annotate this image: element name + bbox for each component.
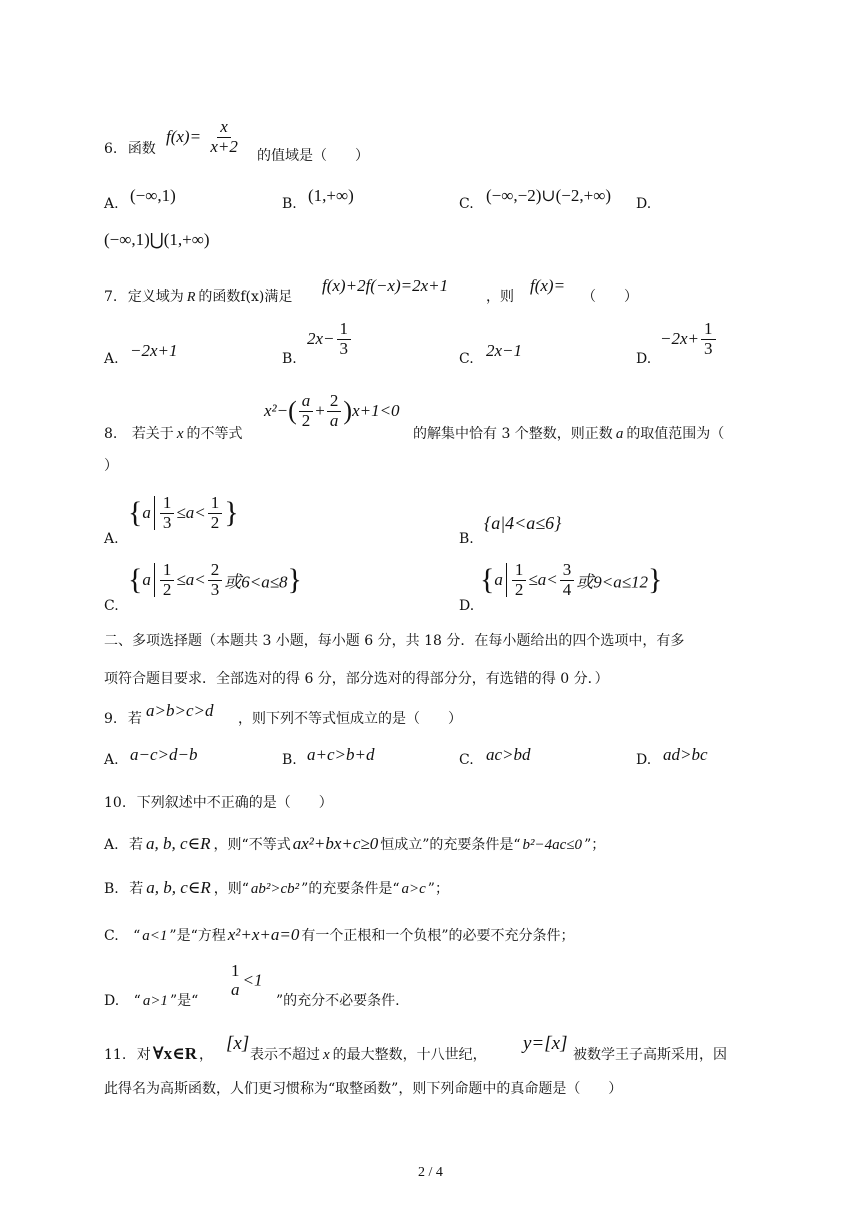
q10-option-a-pre: 若 — [129, 837, 144, 853]
q8-option-a-bar — [154, 496, 155, 530]
q6-option-d-letter: D. — [636, 196, 652, 212]
q6-stem-pre: 函数 — [127, 141, 156, 157]
q9-option-d-value: ad>bc — [663, 745, 708, 764]
q7-option-b-num: 1 — [337, 320, 352, 340]
q8-var-x: x — [176, 426, 184, 442]
q7-option-b-den: 3 — [339, 338, 349, 358]
q9-option-a-letter: A. — [104, 752, 119, 768]
q10-option-b-pre: 若 — [129, 881, 144, 897]
q6-formula-lhs: f(x)= — [166, 127, 202, 147]
q8-option-d-bar — [506, 563, 507, 597]
q10-stem-text: 下列叙述中不正确的是（ ） — [136, 795, 333, 811]
q10-option-c-t0: “ — [133, 928, 141, 944]
q10-option-d-t2: ”的充分不必要条件. — [276, 993, 400, 1009]
q8-option-a-var: a — [142, 503, 151, 523]
q7-ask: f(x)= — [530, 276, 566, 295]
q8-option-a-rbrace: } — [224, 496, 239, 530]
q10-option-a-t2: 恒成立”的充要条件是“ — [380, 837, 521, 853]
q10-option-d-letter: D. — [104, 993, 120, 1009]
q8-option-b-set: {a|4<a≤6} — [484, 513, 562, 533]
q8-option-a-set — [128, 494, 239, 532]
q8-option-d-letter: D. — [459, 598, 475, 614]
q9-stem-post: ，则下列不等式恒成立的是（ ） — [238, 711, 462, 727]
q10-option-a-m2: ax²+bx+c≥0 — [292, 834, 379, 853]
q10-option-d — [104, 990, 198, 1010]
q11-stem-a: ， — [198, 1047, 213, 1063]
q10-option-c-m1: a<1 — [142, 928, 168, 944]
q8-option-c-rbrace: } — [287, 563, 302, 597]
q6-formula-num: x — [217, 118, 231, 138]
q7-option-c-letter: C. — [459, 351, 474, 367]
q7-option-b-frac — [337, 320, 352, 358]
q9-number: 9. — [104, 711, 118, 727]
q8-option-b-letter: B. — [459, 531, 474, 547]
q8-option-a-mid: ≤a< — [176, 503, 206, 523]
q7-option-b-pre: 2x− — [307, 329, 335, 349]
q8-number: 8. — [104, 426, 118, 442]
q10-option-b-t2: ”的充要条件是“ — [301, 881, 400, 897]
q7-option-a-value: −2x+1 — [130, 341, 178, 360]
q8-inequality — [264, 392, 400, 430]
q7-option-d-num: 1 — [701, 320, 716, 340]
q10-option-a-m3: b²−4ac≤0 — [522, 837, 583, 853]
q8-stem — [104, 423, 242, 443]
q8-right-paren: ) — [343, 396, 353, 426]
q11-stem-d: 被数学王子高斯采用，因 — [573, 1047, 727, 1063]
q10-option-d-frac — [228, 962, 243, 999]
q8-stem-mid: 的不等式 — [186, 426, 243, 442]
q8-option-d-set — [480, 561, 662, 599]
q8-option-a-f2n: 1 — [208, 494, 223, 514]
q6-option-c-value: (−∞,−2)∪(−2,+∞) — [486, 186, 611, 205]
q8-var-a: a — [615, 426, 624, 442]
q9-option-c-value: ac>bd — [486, 745, 531, 764]
q7-equation: f(x)+2f(−x)=2x+1 — [322, 276, 449, 295]
q10-option-a — [104, 834, 605, 854]
q10-option-d-fd: a — [231, 979, 240, 999]
q8-frac1-den: 2 — [301, 410, 311, 430]
q10-option-c — [104, 925, 575, 945]
q6-formula-den: x+2 — [210, 136, 238, 156]
q10-option-b-t1: ，则“ — [213, 881, 249, 897]
q6-option-a-letter: A. — [104, 196, 119, 212]
q10-option-b — [104, 878, 449, 898]
q8-option-c-lbrace: { — [128, 563, 143, 597]
q7-stem-then: ，则 — [486, 289, 514, 305]
q10-option-a-letter: A. — [104, 837, 119, 853]
q7-option-d-value — [660, 320, 718, 358]
q10-option-b-letter: B. — [104, 881, 119, 897]
q9-option-b-value: a+c>b+d — [307, 745, 375, 764]
q7-paren: （ ） — [582, 289, 638, 305]
q10-option-c-t2: 有一个正根和一个负根”的必要不充分条件； — [301, 928, 575, 944]
q8-left-paren: ( — [288, 396, 297, 426]
q11-bracket: [x] — [226, 1033, 250, 1054]
q7-option-b-letter: B. — [282, 351, 297, 367]
q8-plus: + — [315, 401, 325, 421]
q10-option-d-t0: “ — [133, 993, 141, 1009]
q11-number: 11. — [104, 1047, 127, 1063]
q8-stem-close: ） — [104, 458, 118, 474]
q8-option-c-bar — [154, 563, 155, 597]
q8-stem-post — [413, 423, 724, 443]
q8-option-a-f1d: 3 — [162, 512, 172, 532]
q10-stem — [104, 792, 333, 812]
q7-option-d-pre: −2x+ — [660, 329, 699, 349]
q7-option-d-letter: D. — [636, 351, 652, 367]
q10-option-c-t1: ”是“方程 — [169, 928, 226, 944]
q9-stem-pre: 若 — [127, 711, 142, 727]
q8-option-a-letter: A. — [104, 531, 119, 547]
q8-option-c-f2d: 3 — [210, 579, 220, 599]
q9-option-b-letter: B. — [282, 752, 297, 768]
q7-option-b-value — [307, 320, 353, 358]
q10-option-b-t3: ”； — [427, 881, 449, 897]
q8-frac1-num: a — [299, 392, 314, 412]
q10-option-b-m2: ab²>cb² — [250, 881, 300, 897]
q11-var-x: x — [323, 1047, 330, 1063]
section2-line1: 二、多项选择题（本题共 3 小题，每小题 6 分，共 18 分．在每小题给出的四个选项中，有多 — [104, 633, 685, 649]
q6-option-b-letter: B. — [282, 196, 297, 212]
q11-y-eq: y=[x] — [523, 1033, 568, 1054]
q8-option-d-frac2 — [560, 561, 575, 599]
q10-option-c-letter: C. — [104, 928, 119, 944]
q10-option-d-m1: a>1 — [142, 993, 168, 1009]
q8-ineq-pre: x²− — [264, 401, 289, 421]
q11-stem-c: 的最大整数，十八世纪， — [332, 1047, 487, 1063]
q6-option-c-letter: C. — [459, 196, 474, 212]
q7-stem — [104, 286, 292, 306]
q8-option-c-tail: 或6<a≤8 — [224, 572, 288, 592]
q8-option-d-rbrace: } — [648, 563, 663, 597]
q6-formula-frac — [207, 118, 241, 156]
q7-option-d-den: 3 — [704, 338, 713, 358]
q8-option-a-frac2 — [208, 494, 223, 532]
q8-option-d-var: a — [494, 570, 503, 590]
q11-stem-b-text: 表示不超过 — [250, 1047, 320, 1063]
q7-option-c-value: 2x−1 — [486, 341, 523, 360]
q11-stem-line2: 此得名为高斯函数，人们更习惯称为“取整函数”，则下列命题中的真命题是（ ） — [104, 1081, 623, 1097]
q10-option-b-m1: a, b, c∈R — [146, 878, 211, 897]
q9-option-d-letter: D. — [636, 752, 652, 768]
q8-stem-end: 的取值范围为（ — [626, 426, 725, 442]
q8-option-d-tail: 或9<a≤12 — [576, 572, 649, 592]
q8-option-c-mid: ≤a< — [176, 570, 206, 590]
q8-option-d-f2d: 4 — [562, 579, 572, 599]
q9-stem — [104, 708, 142, 728]
q6-option-b-value: (1,+∞) — [308, 186, 354, 205]
q8-option-c-frac1 — [160, 561, 175, 599]
q11-stem-b — [250, 1044, 487, 1064]
q8-frac2-den: a — [329, 410, 339, 430]
q10-option-d-formula — [228, 962, 262, 999]
q8-option-d-f2n: 3 — [560, 561, 575, 581]
q10-number: 10. — [104, 795, 127, 811]
q8-option-c-f1d: 2 — [162, 579, 172, 599]
q8-option-a-frac1 — [160, 494, 175, 532]
q8-option-c-frac2 — [208, 561, 223, 599]
q8-option-c-set — [128, 561, 302, 599]
q10-option-c-m2: x²+x+a=0 — [227, 925, 300, 944]
q8-option-c-var: a — [142, 570, 151, 590]
q6-number: 6. — [104, 141, 118, 157]
q10-option-a-t3: ”； — [584, 837, 606, 853]
section2-line2: 项符合题目要求．全部选对的得 6 分，部分选对的得部分分，有选错的得 0 分．） — [104, 671, 609, 687]
q8-stem-post-text: 的解集中恰有 3 个整数，则正数 — [413, 426, 613, 442]
q11-stem-line1 — [104, 1044, 213, 1064]
q10-option-d-fn: 1 — [231, 961, 240, 980]
q7-stem-R: R — [186, 290, 196, 305]
q7-stem-mid: 的函数f(x)满足 — [198, 289, 293, 305]
q6-option-d-value: (−∞,1)⋃(1,+∞) — [104, 230, 210, 249]
q10-option-d-t1: ”是“ — [169, 993, 199, 1009]
q7-stem-pre: 定义域为 — [127, 289, 184, 305]
q10-option-d-m2: <1 — [242, 970, 263, 990]
q8-option-a-f1n: 1 — [160, 494, 175, 514]
q8-stem-pre: 若关于 — [131, 426, 174, 442]
q9-option-c-letter: C. — [459, 752, 474, 768]
q11-stem-pre: 对 — [136, 1047, 151, 1063]
q10-option-b-m3: a>c — [401, 881, 426, 897]
q7-option-d-frac — [701, 320, 716, 358]
q11-forall: ∀x∈R — [152, 1044, 197, 1063]
q10-option-a-t1: ，则“不等式 — [213, 837, 291, 853]
q9-option-a-value: a−c>d−b — [130, 745, 198, 764]
q8-option-d-frac1 — [512, 561, 527, 599]
q8-option-c-f1n: 1 — [160, 561, 175, 581]
q8-option-d-lbrace: { — [480, 563, 495, 597]
q8-option-c-f2n: 2 — [208, 561, 223, 581]
page-number: 2 / 4 — [418, 1165, 443, 1180]
q8-ineq-post: x+1<0 — [352, 401, 400, 421]
q8-option-d-mid: ≤a< — [528, 570, 558, 590]
q6-stem — [104, 138, 156, 158]
q7-number: 7. — [104, 289, 118, 305]
q8-option-d-f1n: 1 — [512, 561, 527, 581]
q8-option-d-f1d: 2 — [514, 579, 524, 599]
q9-condition: a>b>c>d — [146, 701, 214, 720]
q6-stem-post: 的值域是（ ） — [257, 148, 369, 164]
q8-option-a-lbrace: { — [128, 496, 143, 530]
q8-option-c-letter: C. — [104, 598, 119, 614]
q7-option-a-letter: A. — [104, 351, 119, 367]
q10-option-a-m1: a, b, c∈R — [146, 834, 211, 853]
q8-frac1 — [299, 392, 314, 430]
q8-frac2-num: 2 — [327, 392, 342, 412]
q6-formula — [166, 118, 243, 156]
q8-frac2 — [327, 392, 342, 430]
q6-option-a-value: (−∞,1) — [130, 186, 176, 205]
q8-option-a-f2d: 2 — [210, 512, 220, 532]
